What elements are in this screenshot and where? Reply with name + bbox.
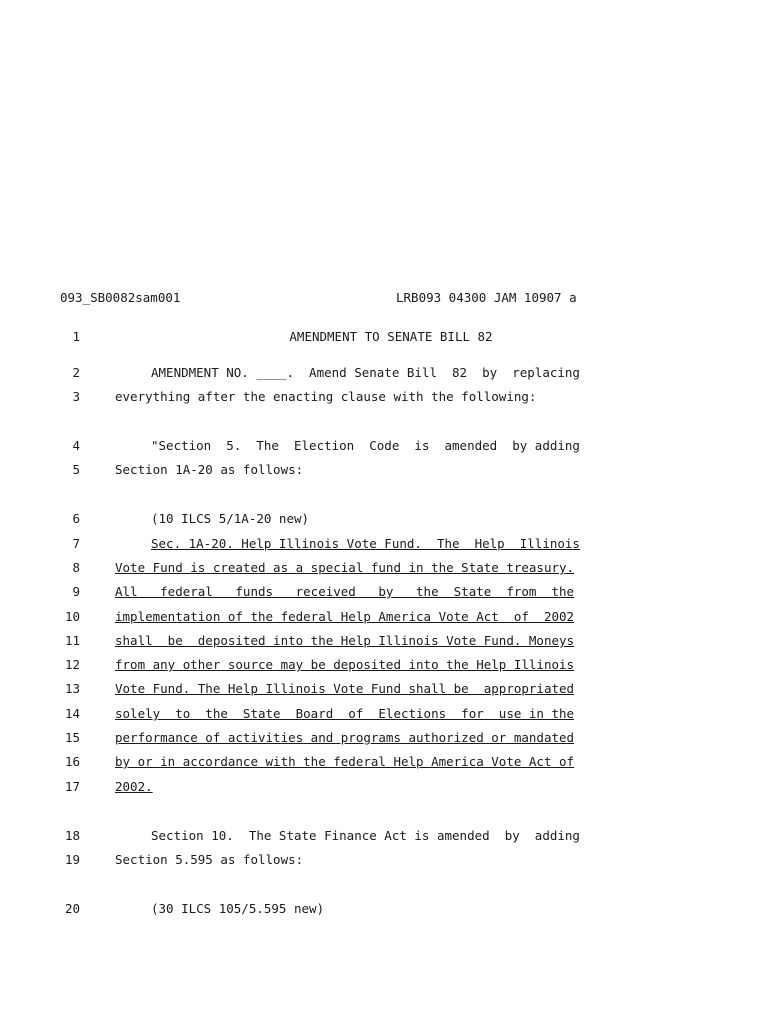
doc-line xyxy=(0,730,770,748)
line-number: 16 xyxy=(64,754,80,769)
inserted-text: performance of activities and programs authorized or mandated xyxy=(115,730,575,745)
line-number: 5 xyxy=(72,462,80,477)
doc-line xyxy=(0,609,770,627)
doc-line xyxy=(0,389,770,407)
doc-line xyxy=(0,828,770,846)
line-number: 1 xyxy=(72,329,80,344)
line-number: 10 xyxy=(64,609,80,624)
inserted-text: All federal funds received by the State from the xyxy=(115,584,575,599)
line-number: 20 xyxy=(64,901,80,916)
doc-line xyxy=(0,511,770,529)
doc-line xyxy=(0,536,770,554)
doc-line xyxy=(0,852,770,870)
line-number: 3 xyxy=(72,389,80,404)
line-number: 4 xyxy=(72,438,80,453)
inserted-text: Sec. 1A-20. Help Illinois Vote Fund. The Help Illinois xyxy=(151,536,580,551)
line-text: Section 5.595 as follows: xyxy=(115,852,304,867)
doc-line xyxy=(0,754,770,772)
document-id: 093_SB0082sam001 xyxy=(60,290,181,305)
doc-line xyxy=(0,681,770,699)
inserted-text: by or in accordance with the federal Help America Vote Act of xyxy=(115,754,575,769)
doc-line xyxy=(0,438,770,456)
line-number: 11 xyxy=(64,633,80,648)
line-text: AMENDMENT NO. ____. Amend Senate Bill 82 by replacing xyxy=(151,365,580,380)
inserted-text: solely to the State Board of Elections for use in the xyxy=(115,706,575,721)
line-number: 19 xyxy=(64,852,80,867)
line-text: "Section 5. The Election Code is amended by adding xyxy=(151,438,580,453)
doc-line xyxy=(0,462,770,480)
inserted-text: Vote Fund. The Help Illinois Vote Fund shall be appropriated xyxy=(115,681,575,696)
doc-line xyxy=(0,706,770,724)
doc-line xyxy=(0,633,770,651)
line-text-wrap xyxy=(115,779,667,794)
doc-line xyxy=(0,560,770,578)
line-number: 8 xyxy=(72,560,80,575)
line-number: 7 xyxy=(72,536,80,551)
amendment-title: AMENDMENT TO SENATE BILL 82 xyxy=(289,329,493,344)
inserted-text: Vote Fund is created as a special fund in the State treasury. xyxy=(115,560,575,575)
inserted-text: from any other source may be deposited into the Help Illinois xyxy=(115,657,575,672)
line-text: Section 10. The State Finance Act is amended by adding xyxy=(151,828,580,843)
doc-line xyxy=(0,657,770,675)
line-text: (10 ILCS 5/1A-20 new) xyxy=(151,511,310,526)
line-number: 9 xyxy=(72,584,80,599)
line-text-wrap xyxy=(115,536,667,551)
lrb-reference: LRB093 04300 JAM 10907 a xyxy=(396,290,577,305)
line-number: 6 xyxy=(72,511,80,526)
line-text: (30 ILCS 105/5.595 new) xyxy=(151,901,325,916)
doc-line xyxy=(0,901,770,919)
doc-line xyxy=(0,584,770,602)
doc-line xyxy=(0,779,770,797)
line-number: 14 xyxy=(64,706,80,721)
line-text: Section 1A-20 as follows: xyxy=(115,462,304,477)
line-number: 13 xyxy=(64,681,80,696)
line-text: everything after the enacting clause with the following: xyxy=(115,389,537,404)
line-number: 18 xyxy=(64,828,80,843)
inserted-text: 2002. xyxy=(115,779,153,794)
line-number: 12 xyxy=(64,657,80,672)
line-number: 17 xyxy=(64,779,80,794)
inserted-text: shall be deposited into the Help Illinois Vote Fund. Moneys xyxy=(115,633,575,648)
inserted-text: implementation of the federal Help America Vote Act of 2002 xyxy=(115,609,575,624)
doc-line xyxy=(0,365,770,383)
line-number: 15 xyxy=(64,730,80,745)
doc-line xyxy=(0,329,770,347)
line-number: 2 xyxy=(72,365,80,380)
